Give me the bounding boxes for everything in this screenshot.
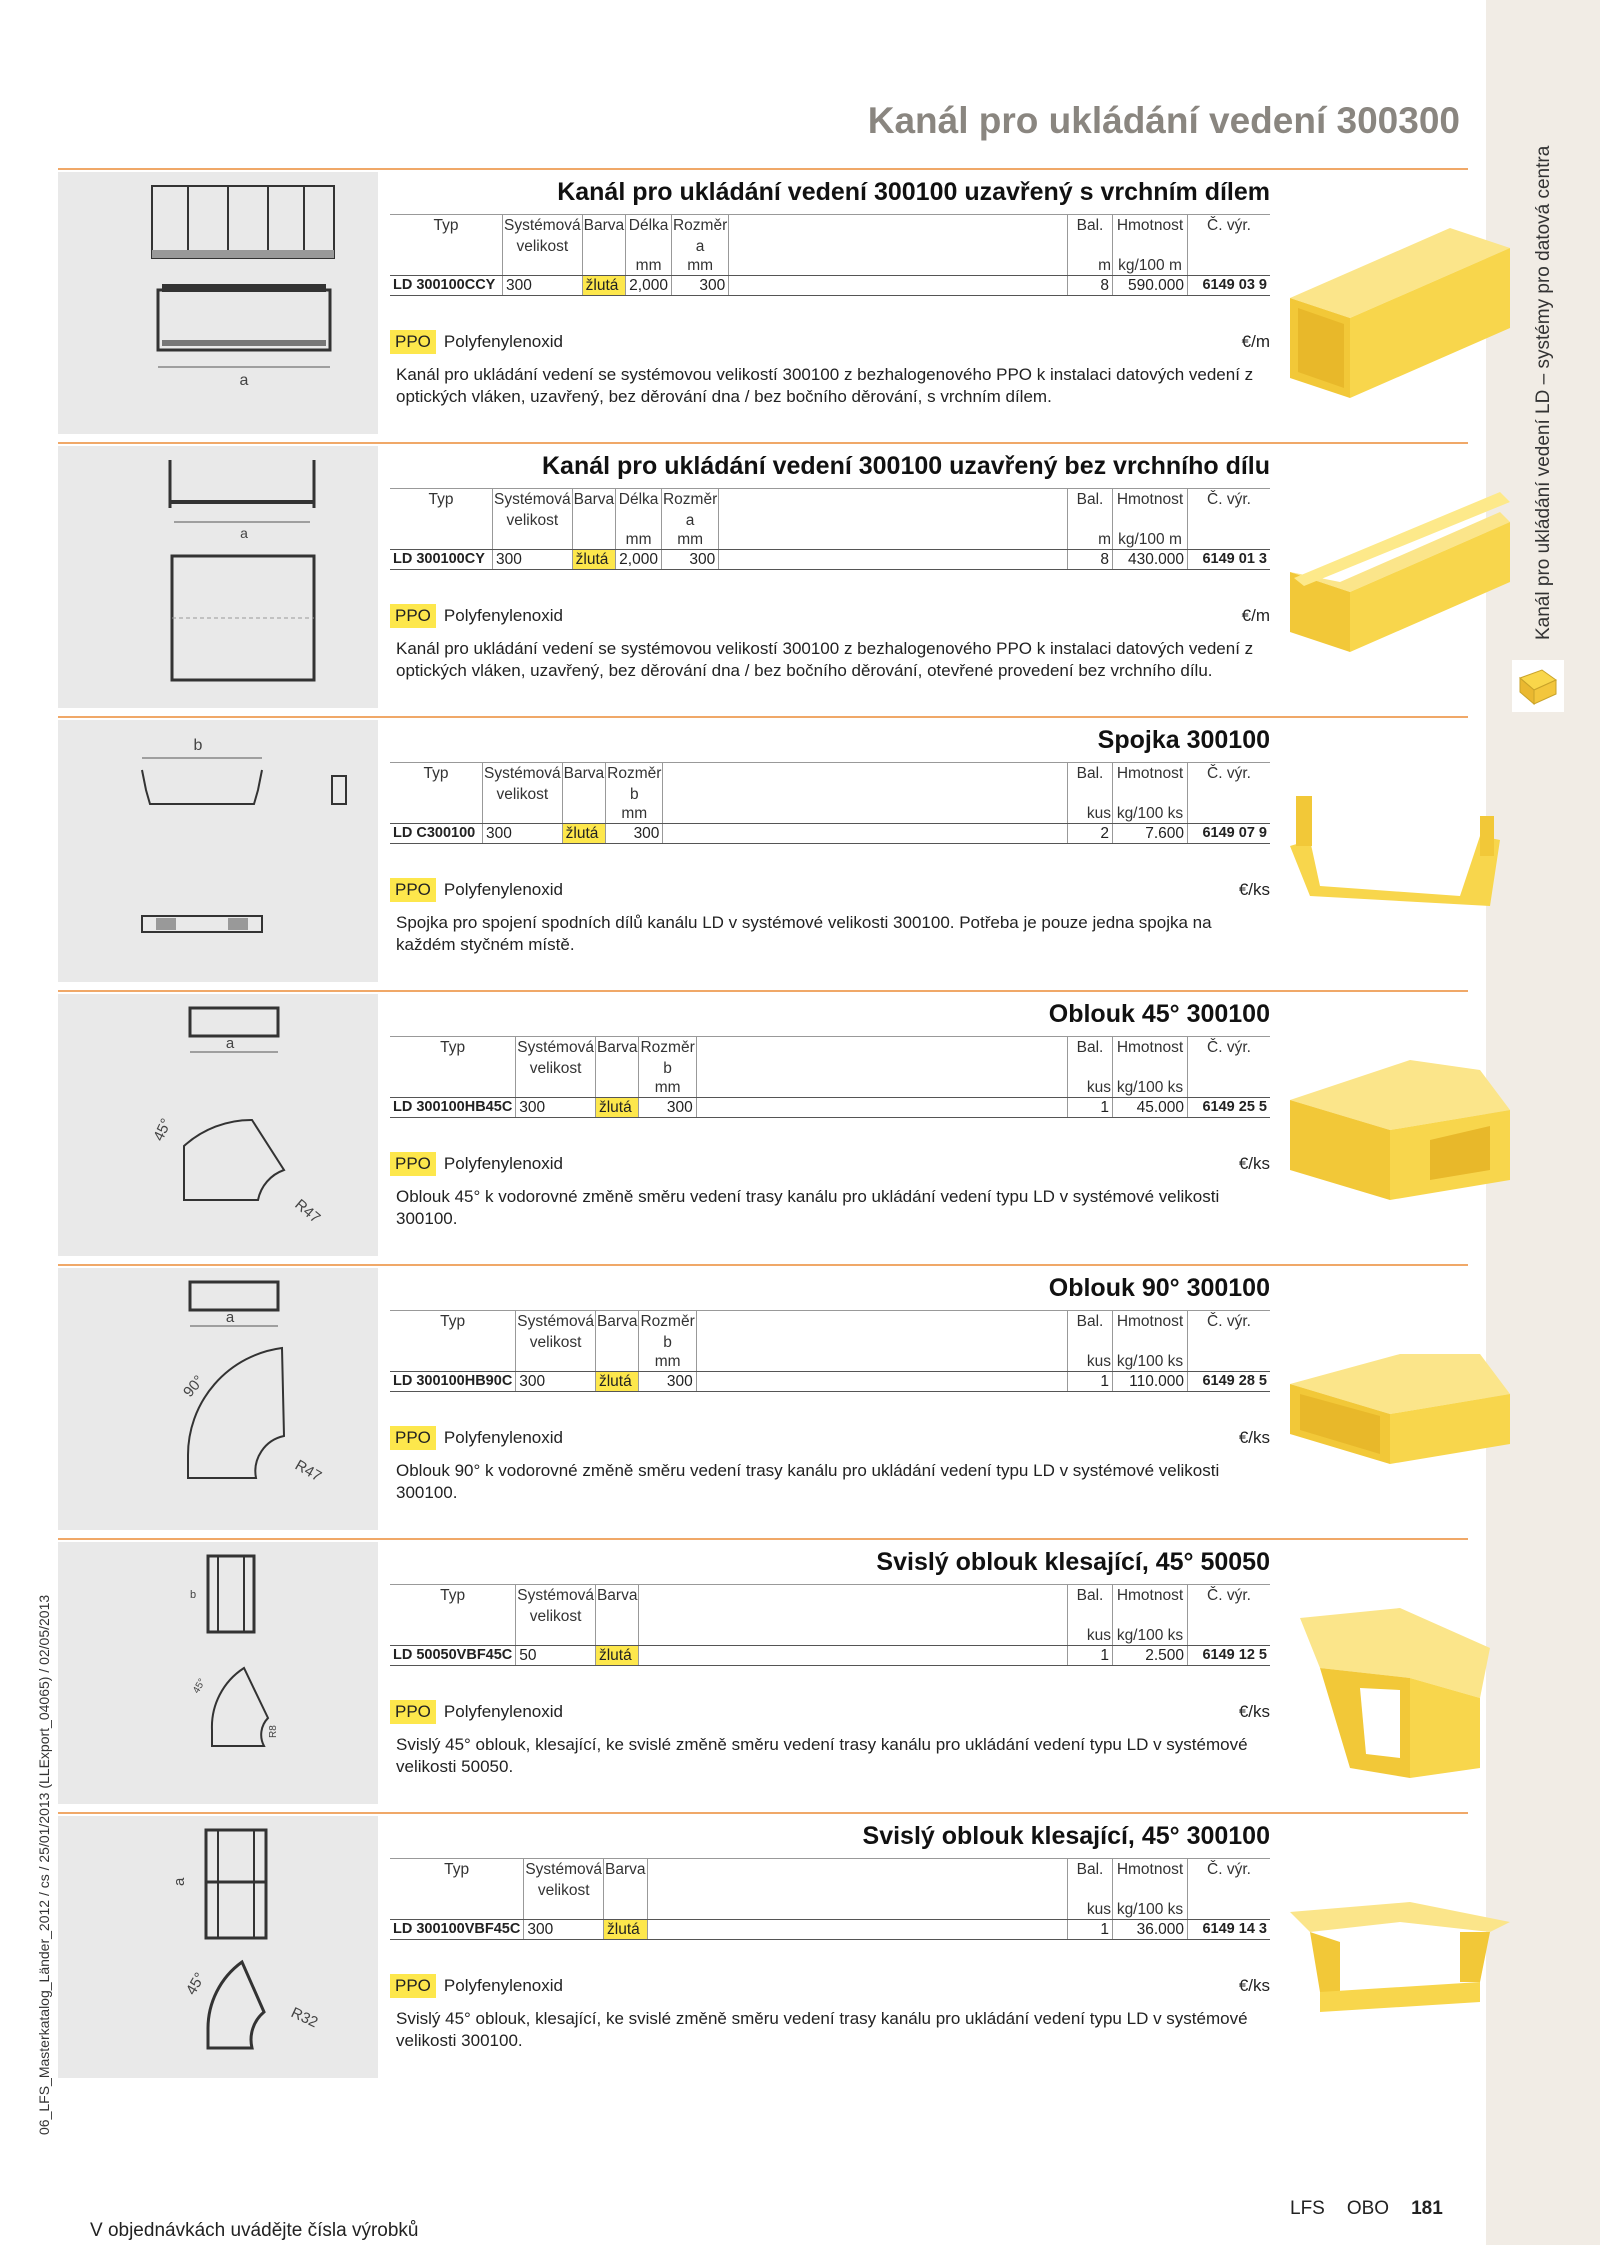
section-title: Svislý oblouk klesající, 45° 300100 bbox=[862, 1822, 1270, 1850]
product-section-spojka bbox=[58, 716, 1468, 986]
table-row: LD 300100CCY 300 žlutá 2,000 300 8 590.000 6149 03 9 bbox=[390, 276, 1270, 296]
product-description: Kanál pro ukládání vedení se systémovou velikostí 300100 z bezhalogenového PPO k instalaci datových vedení z optických vláken, uzavřený, bez děrování dna / bez bočního děrování, otevřené provedení bez vrchního dílu. bbox=[396, 639, 1254, 680]
product-content bbox=[390, 1264, 1270, 1534]
material-tag: PPO bbox=[390, 878, 436, 902]
product-section-hb45 bbox=[58, 990, 1468, 1260]
table-row: LD 300100HB45C 300 žlutá 300 1 45.000 6149 25 5 bbox=[390, 1098, 1270, 1118]
table-row: LD 300100CY 300 žlutá 2,000 300 8 430.000 6149 01 3 bbox=[390, 550, 1270, 570]
table-row: LD C300100 300 žlutá 300 2 7.600 6149 07 9 bbox=[390, 824, 1270, 844]
svg-text:90°: 90° bbox=[180, 1372, 208, 1401]
technical-drawing bbox=[58, 720, 378, 982]
product-section-cy bbox=[58, 442, 1468, 712]
section-title: Kanál pro ukládání vedení 300100 uzavřený bez vrchního dílu bbox=[541, 452, 1270, 480]
product-section-vbf45-300100 bbox=[58, 1812, 1468, 2082]
svg-text:a: a bbox=[171, 1877, 188, 1886]
section-title: Svislý oblouk klesající, 45° 50050 bbox=[876, 1548, 1270, 1576]
product-description: Kanál pro ukládání vedení se systémovou velikostí 300100 z bezhalogenového PPO k instalaci datových vedení z optických vláken, uzavřený, bez děrování dna / bez bočního děrování, s vrchním dílem. bbox=[396, 365, 1254, 406]
sidebar-category-text: Kanál pro ukládání vedení LD – systémy pro datová centra bbox=[1533, 145, 1554, 640]
material-name: Polyfenylenoxid bbox=[443, 1702, 563, 1721]
footer-note: V objednávkách uvádějte čísla výrobků bbox=[90, 2220, 419, 2241]
brand-lfs: LFS bbox=[1290, 2198, 1325, 2219]
technical-drawing bbox=[58, 1542, 378, 1804]
sidebar-category bbox=[1532, 80, 1572, 640]
page-title: Kanál pro ukládání vedení 300300 bbox=[867, 100, 1460, 141]
product-content bbox=[390, 1538, 1270, 1808]
spec-table: Typ Systémová velikost Barva Rozměr b Bal. Hmotnost Č. výr. mm kus kg/100 ks LD 300100HB45C 300 žlutá 300 1 45.000 6149 25 5 bbox=[390, 1036, 1270, 1118]
product-photo bbox=[1280, 1030, 1520, 1230]
spec-table: Typ Systémová velikost Barva Délka Rozměr a Bal. Hmotnost Č. výr. mm mm m kg/100 m LD 300100CCY 300 žlutá 2,000 300 8 590.000 6149 03 9 bbox=[390, 214, 1270, 296]
svg-text:R47: R47 bbox=[292, 1456, 325, 1486]
table-row: LD 300100VBF45C 300 žlutá 1 36.000 6149 14 3 bbox=[390, 1920, 1270, 1940]
print-job-info: 06_LFS_Masterkatalog_Länder_2012 / cs / 25/01/2013 (LLExport_04065) / 02/05/2013 bbox=[36, 1594, 52, 2135]
material-name: Polyfenylenoxid bbox=[443, 332, 563, 351]
price-unit: €/ks bbox=[1238, 1702, 1270, 1721]
price-unit: €/m bbox=[1241, 606, 1270, 625]
product-photo bbox=[1280, 1578, 1520, 1778]
price-unit: €/ks bbox=[1238, 1154, 1270, 1173]
product-content bbox=[390, 990, 1270, 1260]
material-tag: PPO bbox=[390, 1974, 436, 1998]
material-name: Polyfenylenoxid bbox=[443, 606, 563, 625]
product-photo bbox=[1280, 482, 1520, 682]
spec-table: Typ Systémová velikost Barva Bal. Hmotnost Č. výr. kus kg/100 ks LD 50050VBF45C 50 žlutá 1 2.500 6149 12 5 bbox=[390, 1584, 1270, 1666]
page-number: 181 bbox=[1411, 2198, 1443, 2219]
svg-text:a: a bbox=[225, 1309, 235, 1326]
price-unit: €/ks bbox=[1238, 880, 1270, 899]
section-title: Oblouk 90° 300100 bbox=[1048, 1274, 1270, 1302]
material-line bbox=[390, 1426, 1270, 1452]
spec-table: Typ Systémová velikost Barva Bal. Hmotnost Č. výr. kus kg/100 ks LD 300100VBF45C 300 žlutá 1 36.000 6149 14 3 bbox=[390, 1858, 1270, 1940]
technical-drawing bbox=[58, 172, 378, 434]
product-description: Oblouk 90° k vodorovné změně směru vedení trasy kanálu pro ukládání vedení typu LD v systémové velikosti 300100. bbox=[396, 1461, 1220, 1502]
dimension-label: a bbox=[239, 372, 249, 389]
material-name: Polyfenylenoxid bbox=[443, 1976, 563, 1995]
technical-drawing bbox=[58, 446, 378, 708]
technical-drawing bbox=[58, 1268, 378, 1530]
product-description: Oblouk 45° k vodorovné změně směru vedení trasy kanálu pro ukládání vedení typu LD v systémové velikosti 300100. bbox=[396, 1187, 1220, 1228]
material-line bbox=[390, 1700, 1270, 1726]
price-unit: €/ks bbox=[1238, 1976, 1270, 1995]
product-section-hb90 bbox=[58, 1264, 1468, 1534]
product-content bbox=[390, 168, 1270, 438]
spec-table: Typ Systémová velikost Barva Délka Rozměr a Bal. Hmotnost Č. výr. mm mm m kg/100 m LD 300100CY 300 žlutá 2,000 300 8 430.000 6149 01 3 bbox=[390, 488, 1270, 570]
product-photo bbox=[1280, 1304, 1520, 1504]
product-content bbox=[390, 1812, 1270, 2082]
svg-text:45°: 45° bbox=[150, 1115, 176, 1144]
product-content bbox=[390, 716, 1270, 986]
technical-drawing bbox=[58, 994, 378, 1256]
svg-text:45°: 45° bbox=[191, 1676, 209, 1696]
svg-text:a: a bbox=[225, 1035, 235, 1052]
spec-table: Typ Systémová velikost Barva Rozměr b Bal. Hmotnost Č. výr. mm kus kg/100 ks LD 300100HB90C 300 žlutá 300 1 110.000 6149 28 5 bbox=[390, 1310, 1270, 1392]
material-name: Polyfenylenoxid bbox=[443, 1154, 563, 1173]
brand-obo: OBO bbox=[1346, 2198, 1390, 2219]
material-line bbox=[390, 878, 1270, 904]
product-photo bbox=[1280, 756, 1520, 956]
svg-text:a: a bbox=[240, 525, 248, 541]
product-description: Spojka pro spojení spodních dílů kanálu LD v systémové velikosti 300100. Potřeba je pouze jedna spojka na každém styčném místě. bbox=[396, 913, 1212, 954]
material-tag: PPO bbox=[390, 1152, 436, 1176]
table-row: LD 50050VBF45C 50 žlutá 1 2.500 6149 12 5 bbox=[390, 1646, 1270, 1666]
svg-text:R8: R8 bbox=[268, 1725, 279, 1738]
product-section-vbf45-50050 bbox=[58, 1538, 1468, 1808]
price-unit: €/ks bbox=[1238, 1428, 1270, 1447]
price-unit: €/m bbox=[1241, 332, 1270, 351]
product-content bbox=[390, 442, 1270, 712]
material-tag: PPO bbox=[390, 1700, 436, 1724]
product-section-ccy bbox=[58, 168, 1468, 438]
svg-text:b: b bbox=[190, 1589, 197, 1601]
svg-text:b: b bbox=[193, 737, 203, 754]
section-title: Kanál pro ukládání vedení 300100 uzavřený s vrchním dílem bbox=[557, 178, 1270, 206]
material-tag: PPO bbox=[390, 1426, 436, 1450]
material-name: Polyfenylenoxid bbox=[443, 880, 563, 899]
section-title: Oblouk 45° 300100 bbox=[1048, 1000, 1270, 1028]
svg-text:R47: R47 bbox=[291, 1196, 324, 1227]
material-tag: PPO bbox=[390, 604, 436, 628]
material-line bbox=[390, 1974, 1270, 2000]
material-name: Polyfenylenoxid bbox=[443, 1428, 563, 1447]
product-photo bbox=[1280, 1852, 1520, 2052]
material-tag: PPO bbox=[390, 330, 436, 354]
footer-brand bbox=[1290, 2198, 1443, 2220]
technical-drawing bbox=[58, 1816, 378, 2078]
section-title: Spojka 300100 bbox=[1097, 726, 1270, 754]
spec-table: Typ Systémová velikost Barva Rozměr b Bal. Hmotnost Č. výr. mm kus kg/100 ks LD C300100 300 žlutá 300 2 7.600 6149 07 9 bbox=[390, 762, 1270, 844]
svg-text:R32: R32 bbox=[288, 2004, 321, 2032]
material-line bbox=[390, 330, 1270, 356]
product-description: Svislý 45° oblouk, klesající, ke svislé změně směru vedení trasy kanálu pro ukládání vedení typu LD v systémové velikosti 300100. bbox=[396, 2009, 1248, 2050]
product-photo bbox=[1280, 208, 1520, 408]
material-line bbox=[390, 604, 1270, 630]
svg-text:45°: 45° bbox=[182, 1969, 209, 1998]
product-description: Svislý 45° oblouk, klesající, ke svislé změně směru vedení trasy kanálu pro ukládání vedení typu LD v systémové velikosti 50050. bbox=[396, 1735, 1248, 1776]
material-line bbox=[390, 1152, 1270, 1178]
table-row: LD 300100HB90C 300 žlutá 300 1 110.000 6149 28 5 bbox=[390, 1372, 1270, 1392]
